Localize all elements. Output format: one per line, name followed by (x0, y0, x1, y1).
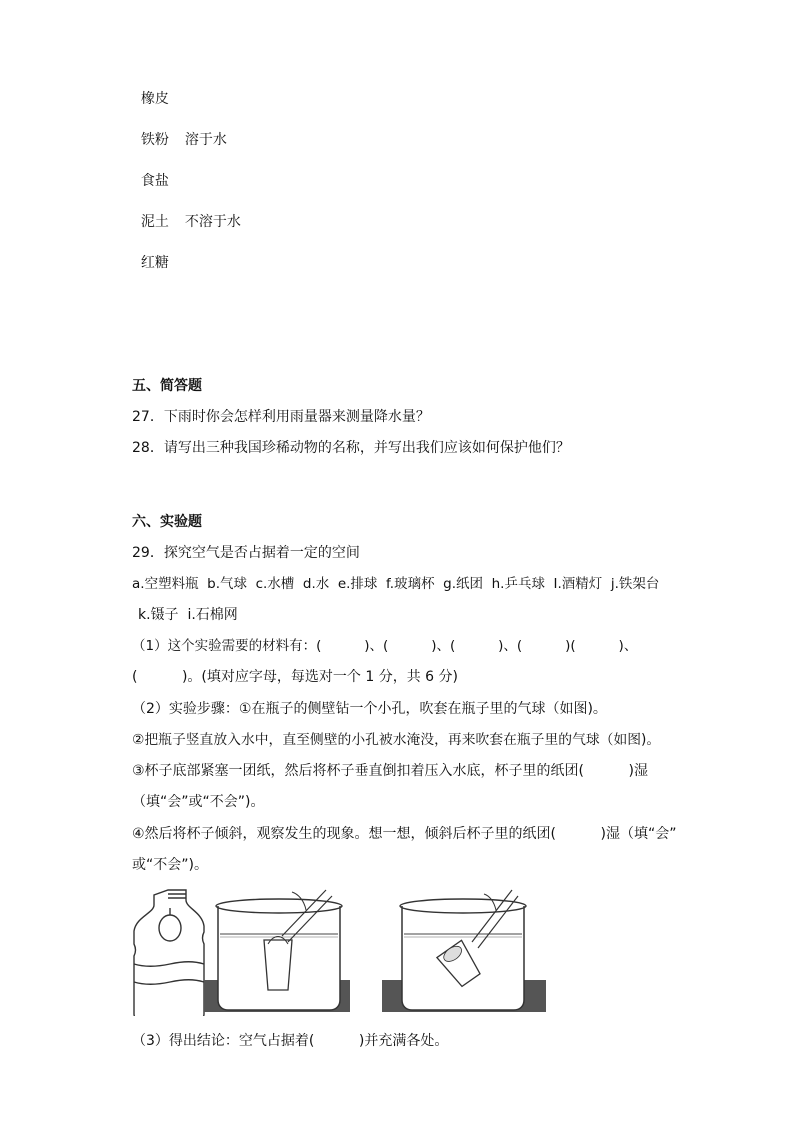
part-1-line-1: （1）这个实验需要的材料有：( )、( )、( )、( )( )、 (132, 638, 638, 654)
matching-item-1 (132, 72, 169, 108)
matching-item-2 (132, 113, 227, 149)
property-label: 溶于水 (184, 132, 227, 148)
step-4-line-2: 或“不会”)。 (132, 857, 208, 873)
question-29-title: 29．探究空气是否占据着一定的空间 (132, 545, 360, 561)
water-beaker-illustration-1 (204, 890, 350, 1012)
materials-list-line-2: k.镊子 i.石棉网 (138, 607, 238, 623)
substance-label: 铁粉 (140, 132, 169, 148)
materials-list-line-1: a.空塑料瓶 b.气球 c.水槽 d.水 e.排球 f.玻璃杯 g.纸团 h.乒乓球 I.酒精灯 j.铁架台 (132, 576, 660, 592)
part-3-conclusion: （3）得出结论：空气占据着( )并充满各处。 (132, 1033, 449, 1049)
property-label: 不溶于水 (184, 214, 241, 230)
step-4-line-1: ④然后将杯子倾斜，观察发生的现象。想一想，倾斜后杯子里的纸团( )湿（填“会” (132, 826, 677, 842)
water-beaker-illustration-2 (382, 890, 546, 1012)
step-3-line-1: ③杯子底部紧塞一团纸，然后将杯子垂直倒扣着压入水底，杯子里的纸团( )湿 (132, 763, 648, 779)
experiment-figure (132, 884, 546, 1016)
question-27: 27．下雨时你会怎样利用雨量器来测量降水量？ (132, 409, 430, 425)
part-1-line-2: ( )。(填对应字母，每选对一个 1 分，共 6 分) (132, 669, 458, 685)
matching-item-5 (132, 236, 169, 272)
part-2-steps-intro: （2）实验步骤：①在瓶子的侧壁钻一个小孔，吹套在瓶子里的气球（如图)。 (132, 701, 607, 717)
section-heading-experiment: 六、实验题 (132, 514, 202, 530)
substance-label: 橡皮 (140, 91, 169, 107)
step-3-line-2: （填“会”或“不会”)。 (132, 794, 265, 810)
substance-label: 泥土 (140, 214, 169, 230)
question-28: 28．请写出三种我国珍稀动物的名称，并写出我们应该如何保护他们？ (132, 440, 570, 456)
matching-item-3 (132, 154, 169, 190)
section-heading-short-answer: 五、简答题 (132, 378, 202, 394)
substance-label: 红糖 (140, 255, 169, 271)
substance-label: 食盐 (140, 173, 169, 189)
matching-item-4 (132, 195, 241, 231)
plastic-bottle-illustration (134, 890, 204, 1016)
step-2: ②把瓶子竖直放入水中，直至侧壁的小孔被水淹没，再来吹套在瓶子里的气球（如图)。 (132, 732, 661, 748)
